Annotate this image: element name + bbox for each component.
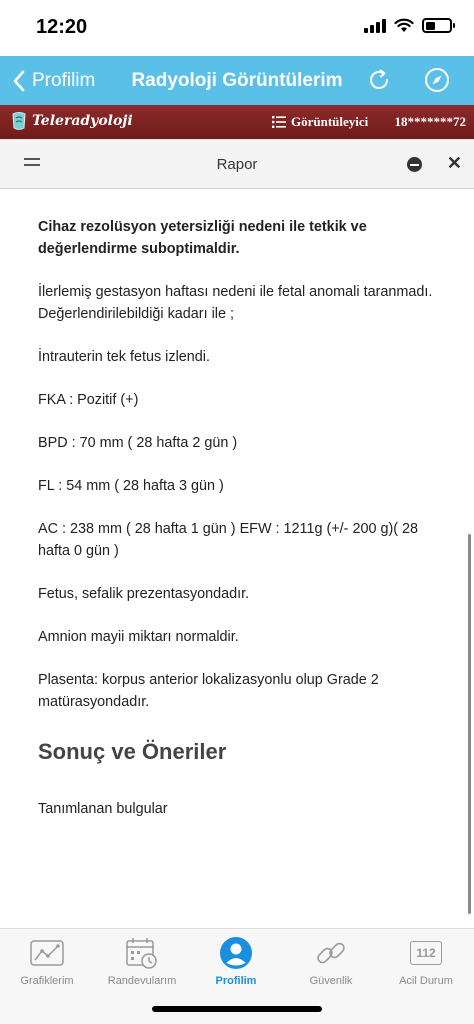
status-bar	[0, 0, 474, 56]
profile-icon	[219, 936, 253, 970]
teleradyoloji-logo	[10, 111, 133, 131]
calendar-icon	[125, 936, 159, 970]
battery-icon	[422, 18, 452, 33]
refresh-icon[interactable]	[366, 67, 392, 93]
compass-icon[interactable]	[424, 67, 450, 93]
scrollbar[interactable]	[468, 534, 471, 914]
report-paragraph: AC : 238 mm ( 28 hafta 1 gün ) EFW : 1211g (+/- 200 g)( 28 hafta 0 gün )	[38, 521, 419, 559]
report-paragraph: Cihaz rezolüsyon yetersizliği nedeni ile tetkik ve değerlendirme suboptimaldir.	[38, 219, 367, 257]
tab-randevularim[interactable]	[95, 935, 189, 987]
minimize-button[interactable]	[407, 157, 422, 172]
report-paragraph: BPD : 70 mm ( 28 hafta 2 gün )	[38, 435, 238, 451]
chart-icon	[29, 939, 65, 967]
tab-guvenlik[interactable]	[284, 935, 378, 987]
report-paragraph: İlerlemiş gestasyon haftası nedeni ile fetal anomali taranmadı. Değerlendirilebildiği kadarı ile ;	[38, 284, 433, 322]
back-label: Profilim	[32, 69, 96, 91]
status-icons	[364, 18, 452, 33]
report-header	[0, 139, 474, 189]
viewer-menu-button[interactable]	[272, 105, 368, 139]
cellular-signal-icon	[364, 19, 386, 33]
viewer-label: Görüntüleyici	[291, 114, 369, 129]
logo-text: Teleradyoloji	[32, 113, 133, 129]
report-body[interactable]	[0, 190, 474, 928]
page-title: Radyoloji Görüntülerim	[131, 70, 343, 91]
section-heading: Sonuç ve Öneriler	[38, 739, 227, 764]
brand-bar	[0, 105, 474, 139]
report-paragraph: Plasenta: korpus anterior lokalizasyonlu olup Grade 2 matürasyondadır.	[38, 672, 379, 710]
tab-acil-durum[interactable]	[379, 935, 473, 987]
status-time: 12:20	[36, 16, 88, 38]
tab-label: Güvenlik	[309, 975, 353, 987]
report-content	[38, 216, 433, 841]
user-id: 18*******72	[394, 114, 466, 129]
tab-profilim[interactable]	[189, 935, 283, 987]
report-paragraph: İntrauterin tek fetus izlendi.	[38, 349, 210, 365]
tab-label: Profilim	[215, 975, 257, 987]
report-paragraph: Fetus, sefalik prezentasyondadır.	[38, 586, 250, 602]
report-paragraph: FL : 54 mm ( 28 hafta 3 gün )	[38, 478, 224, 494]
tab-label: Acil Durum	[399, 975, 453, 987]
home-indicator[interactable]	[152, 1006, 322, 1012]
list-icon	[272, 116, 286, 128]
tab-grafiklerim[interactable]	[0, 935, 94, 987]
emergency-number: 112	[416, 946, 436, 960]
report-title: Rapor	[216, 156, 258, 173]
tab-label: Grafiklerim	[20, 975, 74, 987]
close-button[interactable]: ✕	[446, 153, 462, 173]
link-icon	[314, 936, 348, 970]
logo-icon	[10, 111, 28, 131]
report-paragraph: Amnion mayii miktarı normaldir.	[38, 629, 239, 645]
report-paragraph: FKA : Pozitif (+)	[38, 392, 139, 408]
emergency-icon	[410, 941, 442, 965]
tab-label: Randevularım	[107, 975, 177, 987]
navigation-bar	[0, 56, 474, 105]
wifi-icon	[394, 18, 414, 33]
conclusion-text: Tanımlanan bulgular	[38, 801, 168, 817]
